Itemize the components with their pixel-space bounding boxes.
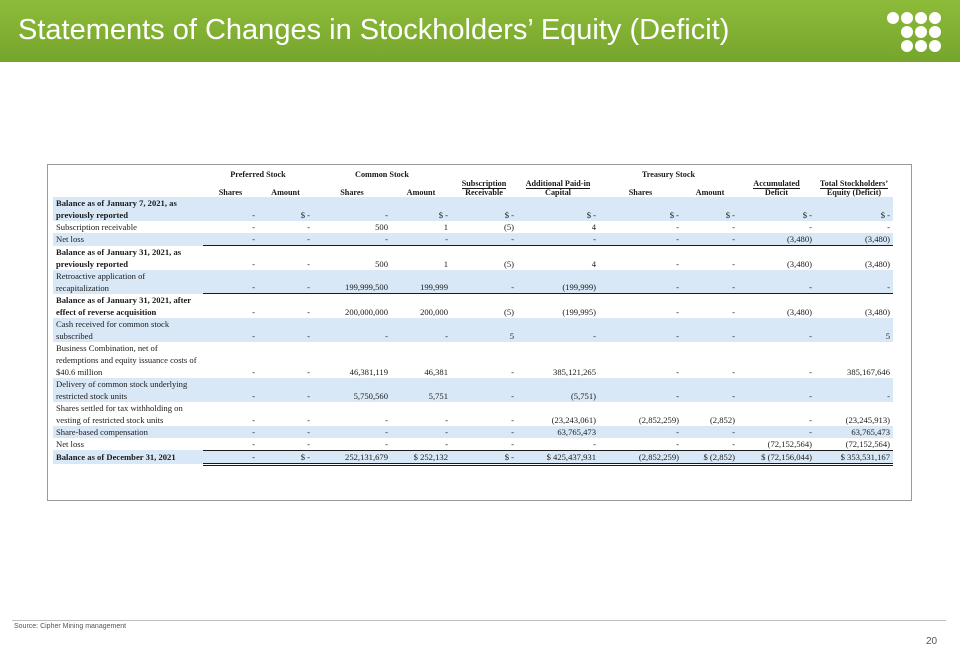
row-label: Share-based compensation	[53, 426, 203, 438]
table-row	[53, 378, 893, 402]
table-cell: (5)	[503, 222, 514, 232]
table-cell: -	[203, 438, 258, 451]
table-cell: (72,152,564)	[738, 438, 815, 451]
table-cell: (3,480)	[786, 306, 812, 317]
row-label: Retroactive application of recapitalization	[53, 270, 203, 294]
page-number: 20	[926, 636, 938, 647]
table-cell: 4	[591, 258, 596, 269]
table-row	[53, 221, 893, 233]
table-cell: $ -	[682, 197, 738, 221]
table-cell: (23,245,913)	[845, 414, 890, 425]
table-cell: 46,381	[424, 366, 448, 377]
table-cell: -	[738, 426, 815, 438]
preferred-stock-group-header: Preferred Stock	[230, 170, 286, 179]
table-cell: -	[682, 426, 738, 438]
table-cell: -	[809, 414, 812, 425]
table-cell: -	[307, 258, 310, 269]
table-cell: $ 353,531,167	[815, 450, 893, 464]
column-header: Subscription Receivable	[461, 179, 507, 197]
table-cell: -	[599, 438, 682, 451]
row-label: Business Combination, net of redemptions and equity issuance costs of $40.6 million	[56, 342, 197, 377]
table-cell: -	[451, 378, 517, 402]
table-cell: -	[676, 366, 679, 377]
table-cell: -	[451, 426, 517, 438]
table-cell: $ -	[391, 197, 451, 221]
table-cell: -	[682, 318, 738, 342]
table-cell: -	[511, 414, 514, 425]
table-cell: (3,480)	[738, 233, 815, 246]
table-cell: 199,999	[391, 270, 451, 294]
footer-divider	[12, 620, 946, 621]
table-cell: 5	[815, 318, 893, 342]
table-cell: 199,999,500	[313, 270, 391, 294]
table-cell: -	[517, 438, 599, 451]
table-cell: $ -	[738, 197, 815, 221]
row-label: Subscription receivable	[56, 222, 137, 232]
table-cell: 385,121,265	[553, 366, 596, 377]
table-cell: -	[203, 378, 258, 402]
table-cell: -	[252, 366, 255, 377]
table-cell: $ 252,132	[391, 450, 451, 464]
row-label: Balance as of January 7, 2021, as previously reported	[53, 197, 203, 221]
row-label: Net loss	[53, 233, 203, 246]
column-header: Additional Paid-in Capital	[525, 179, 591, 197]
table-cell: $ -	[599, 197, 682, 221]
table-body	[53, 197, 893, 464]
table-cell: -	[451, 438, 517, 451]
table-cell: -	[313, 233, 391, 246]
table-cell: -	[307, 414, 310, 425]
table-row	[53, 233, 893, 246]
table-cell: -	[385, 414, 388, 425]
table-cell: -	[258, 233, 313, 246]
common-stock-group-header: Common Stock	[355, 170, 409, 179]
table-cell: $ -	[451, 450, 517, 464]
table-cell: -	[451, 270, 517, 294]
table-cell: -	[676, 258, 679, 269]
table-cell: (2,852,259)	[638, 414, 679, 425]
table-cell: -	[252, 414, 255, 425]
table-cell: -	[313, 438, 391, 451]
table-cell: -	[732, 366, 735, 377]
table-cell: $ -	[258, 450, 313, 464]
table-cell: (199,999)	[517, 270, 599, 294]
column-header: Amount	[406, 188, 436, 197]
table-cell: -	[682, 378, 738, 402]
table-cell: -	[815, 270, 893, 294]
source-note: Source: Cipher Mining management	[14, 623, 127, 630]
table-cell: -	[809, 366, 812, 377]
table-cell: -	[682, 270, 738, 294]
table-cell: -	[203, 270, 258, 294]
table-cell: $ -	[815, 197, 893, 221]
row-label: Net loss	[56, 438, 84, 449]
table-cell: 200,000,000	[345, 306, 388, 317]
table-cell: -	[599, 318, 682, 342]
table-cell: -	[258, 318, 313, 342]
table-cell: -	[252, 222, 255, 232]
table-cell: -	[307, 306, 310, 317]
table-cell: -	[203, 318, 258, 342]
column-header: Shares	[218, 188, 243, 197]
table-cell: -	[313, 197, 391, 221]
table-cell: (2,852,259)	[599, 450, 682, 464]
table-cell: -	[517, 318, 599, 342]
row-label: Delivery of common stock underlying restricted stock units	[53, 378, 203, 402]
table-cell: -	[203, 450, 258, 464]
table-cell: (72,152,564)	[815, 438, 893, 451]
table-cell: -	[599, 270, 682, 294]
table-cell: $ -	[517, 197, 599, 221]
table-cell: 252,131,679	[313, 450, 391, 464]
column-header: Amount	[271, 188, 300, 197]
company-logo	[884, 9, 946, 55]
table-cell: 63,765,473	[815, 426, 893, 438]
table-cell: (199,995)	[562, 306, 596, 317]
table-cell: -	[599, 233, 682, 246]
table-cell: -	[738, 378, 815, 402]
column-header: Amount	[695, 188, 725, 197]
table-cell: -	[445, 414, 448, 425]
table-cell: 4	[591, 222, 596, 232]
table-cell: -	[732, 222, 735, 232]
table-cell: $ -	[451, 197, 517, 221]
table-cell: -	[682, 438, 738, 451]
table-cell: -	[732, 306, 735, 317]
table-cell: -	[203, 197, 258, 221]
table-cell: -	[676, 306, 679, 317]
table-cell: -	[599, 426, 682, 438]
table-cell: -	[307, 366, 310, 377]
table-row	[53, 438, 893, 451]
table-cell: -	[307, 222, 310, 232]
table-cell: -	[517, 233, 599, 246]
row-label: Shares settled for tax withholding on vesting of restricted stock units	[56, 402, 183, 425]
table-cell: 200,000	[420, 306, 448, 317]
table-cell: -	[391, 426, 451, 438]
table-cell: (3,480)	[786, 258, 812, 269]
table-cell: -	[887, 222, 890, 232]
table-cell: (3,480)	[815, 233, 893, 246]
table-cell: -	[258, 438, 313, 451]
row-label: Balance as of December 31, 2021	[53, 450, 203, 464]
table-cell: 63,765,473	[517, 426, 599, 438]
table-cell: -	[258, 378, 313, 402]
table-cell: -	[732, 258, 735, 269]
table-cell: -	[809, 222, 812, 232]
slide-title: Statements of Changes in Stockholders’ Equity (Deficit)	[18, 14, 730, 46]
table-cell: -	[682, 233, 738, 246]
table-cell: -	[738, 318, 815, 342]
equity-statement-table	[53, 170, 893, 466]
table-cell: -	[815, 378, 893, 402]
row-label: Balance as of January 31, 2021, as previously reported	[56, 246, 182, 269]
column-header: Accumulated Deficit	[753, 179, 800, 197]
table-row	[53, 294, 893, 318]
table-cell: (5,751)	[517, 378, 599, 402]
row-label: Balance as of January 31, 2021, after effect of reverse acquisition	[56, 294, 191, 317]
label-header	[53, 179, 203, 197]
table-cell: -	[252, 306, 255, 317]
table-cell: $ (2,852)	[682, 450, 738, 464]
table-cell: 5,750,560	[313, 378, 391, 402]
table-cell: -	[451, 233, 517, 246]
column-header: Shares	[628, 188, 653, 197]
table-cell: 46,381,119	[349, 366, 388, 377]
table-row	[53, 246, 893, 270]
table-cell: $ -	[258, 197, 313, 221]
table-cell: -	[313, 318, 391, 342]
table-cell: -	[391, 233, 451, 246]
table-cell: -	[599, 378, 682, 402]
table-cell: -	[511, 366, 514, 377]
table-cell: -	[738, 270, 815, 294]
table-cell: 500	[375, 258, 388, 269]
row-label: Cash received for common stock subscribed	[53, 318, 203, 342]
table-cell: -	[391, 438, 451, 451]
title-banner	[0, 0, 960, 62]
table-cell: (3,480)	[864, 306, 890, 317]
table-cell: 1	[443, 258, 448, 269]
equity-statement-table-frame	[47, 164, 912, 501]
table-cell: -	[252, 258, 255, 269]
table-cell: $ 425,437,931	[517, 450, 599, 464]
table-cell: 5	[451, 318, 517, 342]
table-row	[53, 270, 893, 294]
table-cell: (2,852)	[709, 414, 735, 425]
table-row	[53, 342, 893, 378]
table-cell: 385,167,646	[847, 366, 890, 377]
table-cell: -	[258, 270, 313, 294]
column-header: Shares	[340, 188, 364, 197]
table-cell: -	[203, 426, 258, 438]
table-cell: 1	[443, 222, 448, 232]
column-header: Total Stockholders’ Equity (Deficit)	[819, 179, 889, 197]
table-cell: (3,480)	[864, 258, 890, 269]
table-cell: -	[313, 426, 391, 438]
group-header-row	[53, 170, 893, 179]
table-cell: 5,751	[391, 378, 451, 402]
table-cell: (5)	[503, 258, 514, 269]
table-row	[53, 197, 893, 221]
table-cell: -	[203, 233, 258, 246]
table-cell: -	[676, 222, 679, 232]
table-cell: (5)	[503, 306, 514, 317]
treasury-stock-group-header: Treasury Stock	[641, 170, 696, 179]
table-cell: 500	[375, 222, 388, 232]
table-row	[53, 450, 893, 464]
table-cell: $ (72,156,044)	[738, 450, 815, 464]
table-row	[53, 402, 893, 426]
table-cell: -	[258, 426, 313, 438]
column-header-row	[53, 179, 893, 197]
table-cell: (23,243,061)	[551, 414, 596, 425]
table-row	[53, 426, 893, 438]
table-row	[53, 318, 893, 342]
table-cell: -	[391, 318, 451, 342]
